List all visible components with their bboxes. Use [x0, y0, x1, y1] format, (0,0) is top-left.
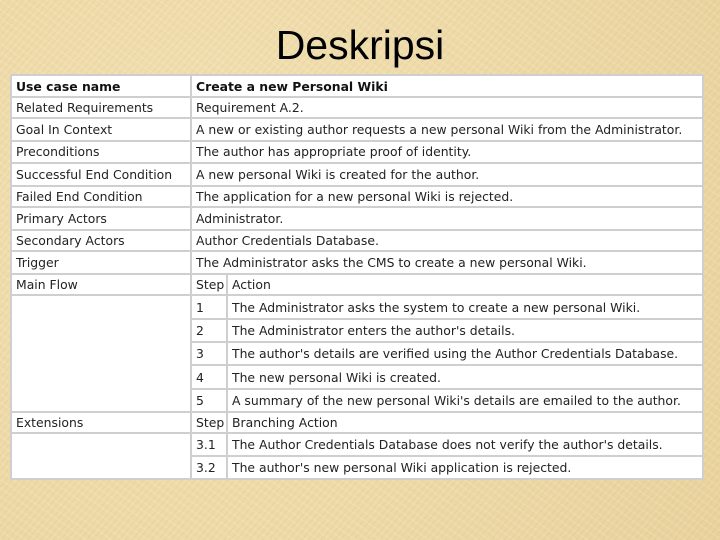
row-label: Primary Actors	[11, 207, 191, 230]
step-number: 3	[191, 342, 227, 365]
table-row	[11, 118, 703, 141]
step-number: 2	[191, 319, 227, 342]
row-value: Requirement A.2.	[191, 97, 703, 118]
step-number: 3.2	[191, 456, 227, 479]
step-header: Step	[191, 274, 227, 295]
row-label: Related Requirements	[11, 97, 191, 118]
row-label: Successful End Condition	[11, 163, 191, 186]
step-action: The Author Credentials Database does not verify the author's details.	[227, 433, 703, 456]
table-row	[11, 75, 703, 97]
step-number: 1	[191, 295, 227, 318]
row-value: The Administrator asks the CMS to create a new personal Wiki.	[191, 251, 703, 274]
table-row	[11, 251, 703, 274]
action-header: Action	[227, 274, 703, 295]
step-action: A summary of the new personal Wiki's details are emailed to the author.	[227, 389, 703, 412]
row-label: Trigger	[11, 251, 191, 274]
row-value: Author Credentials Database.	[191, 230, 703, 251]
blank-cell	[11, 433, 191, 479]
extensions-label: Extensions	[11, 412, 191, 433]
table-row	[11, 433, 703, 456]
step-action: The author's new personal Wiki application is rejected.	[227, 456, 703, 479]
row-value: The author has appropriate proof of identity.	[191, 141, 703, 162]
row-label: Goal In Context	[11, 118, 191, 141]
row-value: A new personal Wiki is created for the author.	[191, 163, 703, 186]
blank-cell	[11, 295, 191, 411]
step-number: 3.1	[191, 433, 227, 456]
row-label: Preconditions	[11, 141, 191, 162]
table-row	[11, 230, 703, 251]
main-flow-label: Main Flow	[11, 274, 191, 295]
step-number: 5	[191, 389, 227, 412]
step-action: The Administrator enters the author's details.	[227, 319, 703, 342]
table-row	[11, 141, 703, 162]
row-value: The application for a new personal Wiki is rejected.	[191, 186, 703, 207]
slide-title: Deskripsi	[275, 22, 445, 68]
use-case-table	[10, 74, 704, 480]
table-row	[11, 186, 703, 207]
step-action: The new personal Wiki is created.	[227, 365, 703, 388]
step-header: Step	[191, 412, 227, 433]
step-action: The author's details are verified using the Author Credentials Database.	[227, 342, 703, 365]
table-row	[11, 97, 703, 118]
row-label: Failed End Condition	[11, 186, 191, 207]
table-row	[11, 274, 703, 295]
table-row	[11, 207, 703, 230]
table-row	[11, 163, 703, 186]
table-row	[11, 295, 703, 318]
row-value: Create a new Personal Wiki	[191, 75, 703, 97]
row-value: Administrator.	[191, 207, 703, 230]
row-value: A new or existing author requests a new personal Wiki from the Administrator.	[191, 118, 703, 141]
branching-action-header: Branching Action	[227, 412, 703, 433]
row-label: Secondary Actors	[11, 230, 191, 251]
step-action: The Administrator asks the system to create a new personal Wiki.	[227, 295, 703, 318]
row-label: Use case name	[11, 75, 191, 97]
table-row	[11, 412, 703, 433]
step-number: 4	[191, 365, 227, 388]
